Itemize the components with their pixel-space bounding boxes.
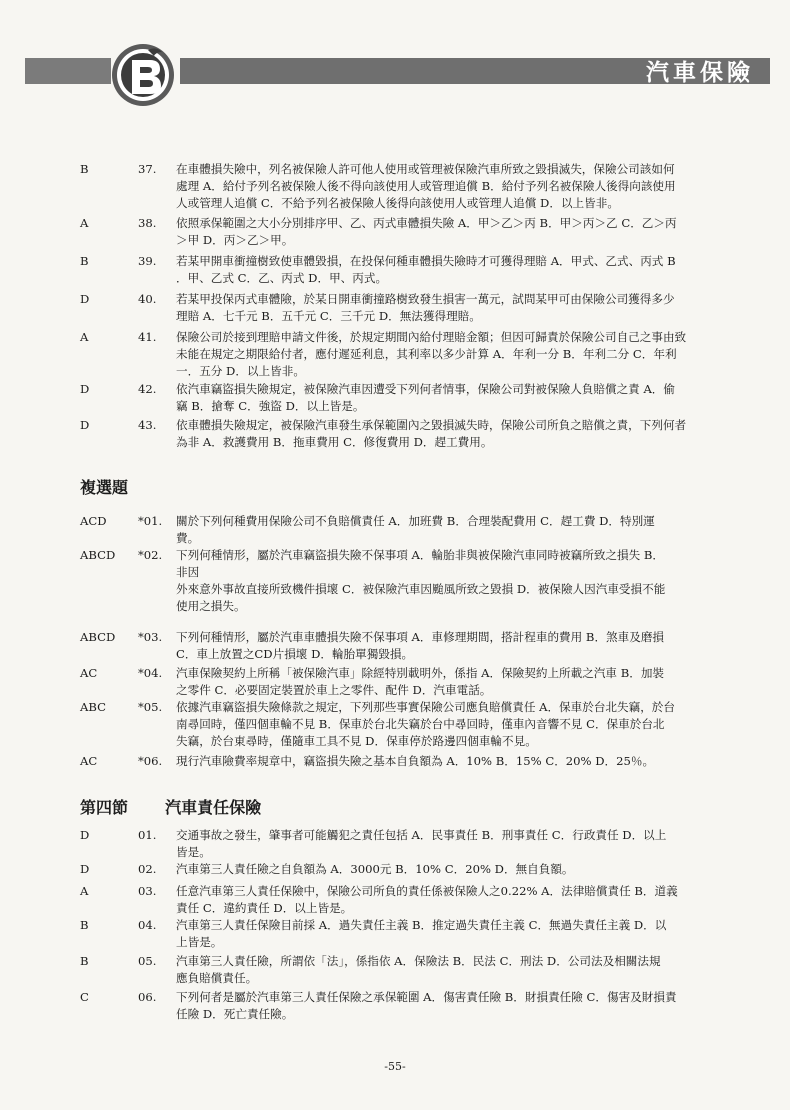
question-text-line: 汽車保險契約上所稱「被保險汽車」除經特別載明外，係指 A．保險契約上所載之汽車 B．加裝 [176,666,665,680]
question-number: 39. [138,254,157,268]
dragon-logo-icon [110,42,176,108]
question-text [176,215,752,249]
question-text-line: ＞甲 D．丙＞乙＞甲。 [176,233,294,247]
answer-key: D [80,862,90,876]
section4-heading [80,795,261,818]
multi-choice-heading: 複選題 [80,478,129,497]
answer-key: B [80,254,89,268]
question-text-line: 關於下列何種費用保險公司不負賠償責任 A．加班費 B．合理裝配費用 C．趕工費 D．特別運 [176,514,655,528]
question-number: 05. [138,954,157,968]
question-text-line: 失竊，於台東尋時，僅隨車工具不見 D．保車停於路邊四個車輪不見。 [176,734,537,748]
answer-key: AC [80,666,98,680]
answer-key: ACD [80,514,107,528]
question-text [176,547,752,615]
answer-key: D [80,418,90,432]
question-text [176,161,752,212]
question-number: 06. [138,990,157,1004]
question-text [176,953,752,987]
answer-key: D [80,382,90,396]
question-number: 40. [138,292,157,306]
question-number: 03. [138,884,157,898]
question-text [176,861,752,878]
question-text [176,629,752,663]
question-number: *04. [138,666,163,680]
answer-key: B [80,918,89,932]
question-text-line: 費。 [176,531,200,545]
answer-key: C [80,990,89,1004]
question-text-line: 應負賠償責任。 [176,971,258,985]
question-text [176,253,752,287]
question-text-line: 皆是。 [176,845,211,859]
page-number: -55- [384,1060,406,1073]
answer-key: AC [80,754,98,768]
answer-key: D [80,292,90,306]
question-text [176,381,752,415]
answer-key: D [80,828,90,842]
question-text [176,827,752,861]
question-text [176,291,752,325]
question-text [176,513,752,547]
question-number: 43. [138,418,157,432]
question-number: 41. [138,330,157,344]
question-number: 37. [138,162,157,176]
question-text-line: 保險公司於接到理賠申請文件後，於規定期間內給付理賠金額；但因可歸責於保險公司自己之事由致 [176,330,687,344]
question-number: 01. [138,828,157,842]
question-text [176,665,752,699]
question-text-line: 上皆是。 [176,935,223,949]
question-text [176,753,752,770]
answer-key: A [80,884,89,898]
question-text-line: 南尋回時，僅四個車輪不見 B．保車於台北失竊於台中尋回時，僅車內音響不見 C．保車於台北 [176,717,665,731]
question-text-line: 依車體損失險規定，被保險汽車發生承保範圍內之毀損滅失時，保險公司所負之賠償之責，下列何者 [176,418,687,432]
question-text-line: ．甲、乙式 C．乙、丙式 D．甲、丙式。 [176,271,388,285]
question-number: 42. [138,382,157,396]
question-text-line: 竊 B．搶奪 C．強盜 D．以上皆是。 [176,399,365,413]
question-text-line: 汽車第三人責任保險目前採 A．過失責任主義 B．推定過失責任主義 C．無過失責任主義 D．以 [176,918,667,932]
question-text-line: 之零件 C．必要固定裝置於車上之零件、配件 D．汽車電話。 [176,683,492,697]
question-number: *06. [138,754,163,768]
question-text-line: 下列何種情形，屬於汽車竊盜損失險不保事項 A．輪胎非與被保險汽車同時被竊所致之損失 B． [176,548,665,562]
question-number: *03. [138,630,163,644]
question-text-line: 下列何者是屬於汽車第三人責任保險之承保範圍 A．傷害責任險 B．財損責任險 C．傷害及財損責 [176,990,677,1004]
question-text-line: 外來意外事故直接所致機件損壞 C．被保險汽車因颱風所致之毀損 D．被保險人因汽車受損不能 [176,582,666,596]
answer-key: ABC [80,700,106,714]
question-text-line: 依據汽車竊盜損失險條款之規定，下列那些事實保險公司應負賠償責任 A．保車於台北失竊，於台 [176,700,675,714]
question-text-line: C．車上放置之CD片損壞 D．輪胎單獨毀損。 [176,647,414,661]
answer-key: B [80,162,89,176]
question-text [176,989,752,1023]
question-text-line: 依照承保範圍之大小分別排序甲、乙、丙式車體損失險 A．甲＞乙＞丙 B．甲＞丙＞乙 C．乙＞丙 [176,216,677,230]
section4-title: 汽車責任保險 [165,798,262,817]
question-text-line: 責任 C．違約責任 D．以上皆是。 [176,901,353,915]
question-text-line: 汽車第三人責任險，所謂依「法」，係指依 A．保險法 B．民法 C．刑法 D．公司法及相關法規 [176,954,661,968]
question-text-line: 人或管理人追償 C．不給予列名被保險人後得向該使用人或管理人追償 D．以上皆非。 [176,196,619,210]
question-text-line: 使用之損失。 [176,599,246,613]
header-title: 汽車保險 [646,60,754,86]
answer-key: B [80,954,89,968]
question-text-line: 未能在規定之期限給付者，應付遲延利息，其利率以多少計算 A．年利一分 B．年利二分 C．年利 [176,347,677,361]
question-text-line: 現行汽車險費率規章中，竊盜損失險之基本自負額為 A．10% B．15% C．20% D．25％。 [176,754,655,768]
question-text [176,883,752,917]
question-text-line: 依汽車竊盜損失險規定，被保險汽車因遭受下列何者情事，保險公司對被保險人負賠償之責 A．偷 [176,382,675,396]
question-text [176,329,752,380]
question-text-line: 任險 D．死亡責任險。 [176,1007,294,1021]
question-text-line: 若某甲投保丙式車體險，於某日開車衝撞路樹致發生損害一萬元，試問某甲可由保險公司獲得多少 [176,292,675,306]
question-number: *02. [138,548,163,562]
answer-key: A [80,216,89,230]
question-text-line: 汽車第三人責任險之自負額為 A．3000元 B．10% C．20% D．無自負額。 [176,862,574,876]
answer-key: ABCD [80,548,116,562]
question-text [176,917,752,951]
question-text-line: 交通事故之發生，肇事者可能觸犯之責任包括 A．民事責任 B．刑事責任 C．行政責任 D．以上 [176,828,667,842]
question-number: *01. [138,514,163,528]
question-text-line: 任意汽車第三人責任保險中，保險公司所負的責任係被保險人之0.22% A．法律賠償責任 B．道義 [176,884,678,898]
question-text-line: 下列何種情形，屬於汽車車體損失險不保事項 A．車修理期間，搭計程車的費用 B．煞車及磨損 [176,630,665,644]
question-text [176,699,752,750]
header-band-left [25,58,111,84]
question-text-line: 一．五分 D．以上皆非。 [176,364,305,378]
question-text-line: 若某甲開車衝撞樹致使車體毀損，在投保何種車體損失險時才可獲得理賠 A．甲式、乙式、丙式 B [176,254,676,268]
question-text-line: 非因 [176,565,200,579]
question-text-line: 處理 A．給付予列名被保險人後不得向該使用人或管理追償 B．給付予列名被保險人後得向該使用 [176,179,676,193]
section4-label: 第四節 [80,798,129,817]
question-text-line: 在車體損失險中，列名被保險人許可他人使用或管理被保險汽車所致之毀損滅失，保險公司該如何 [176,162,675,176]
question-text [176,417,752,451]
question-text-line: 理賠 A．七千元 B．五千元 C．三千元 D．無法獲得理賠。 [176,309,481,323]
question-number: 02. [138,862,157,876]
question-number: 38. [138,216,157,230]
question-number: *05. [138,700,163,714]
question-text-line: 為非 A．救護費用 B．拖車費用 C．修復費用 D．趕工費用。 [176,435,493,449]
answer-key: ABCD [80,630,116,644]
page-header [0,40,790,110]
question-number: 04. [138,918,157,932]
answer-key: A [80,330,89,344]
